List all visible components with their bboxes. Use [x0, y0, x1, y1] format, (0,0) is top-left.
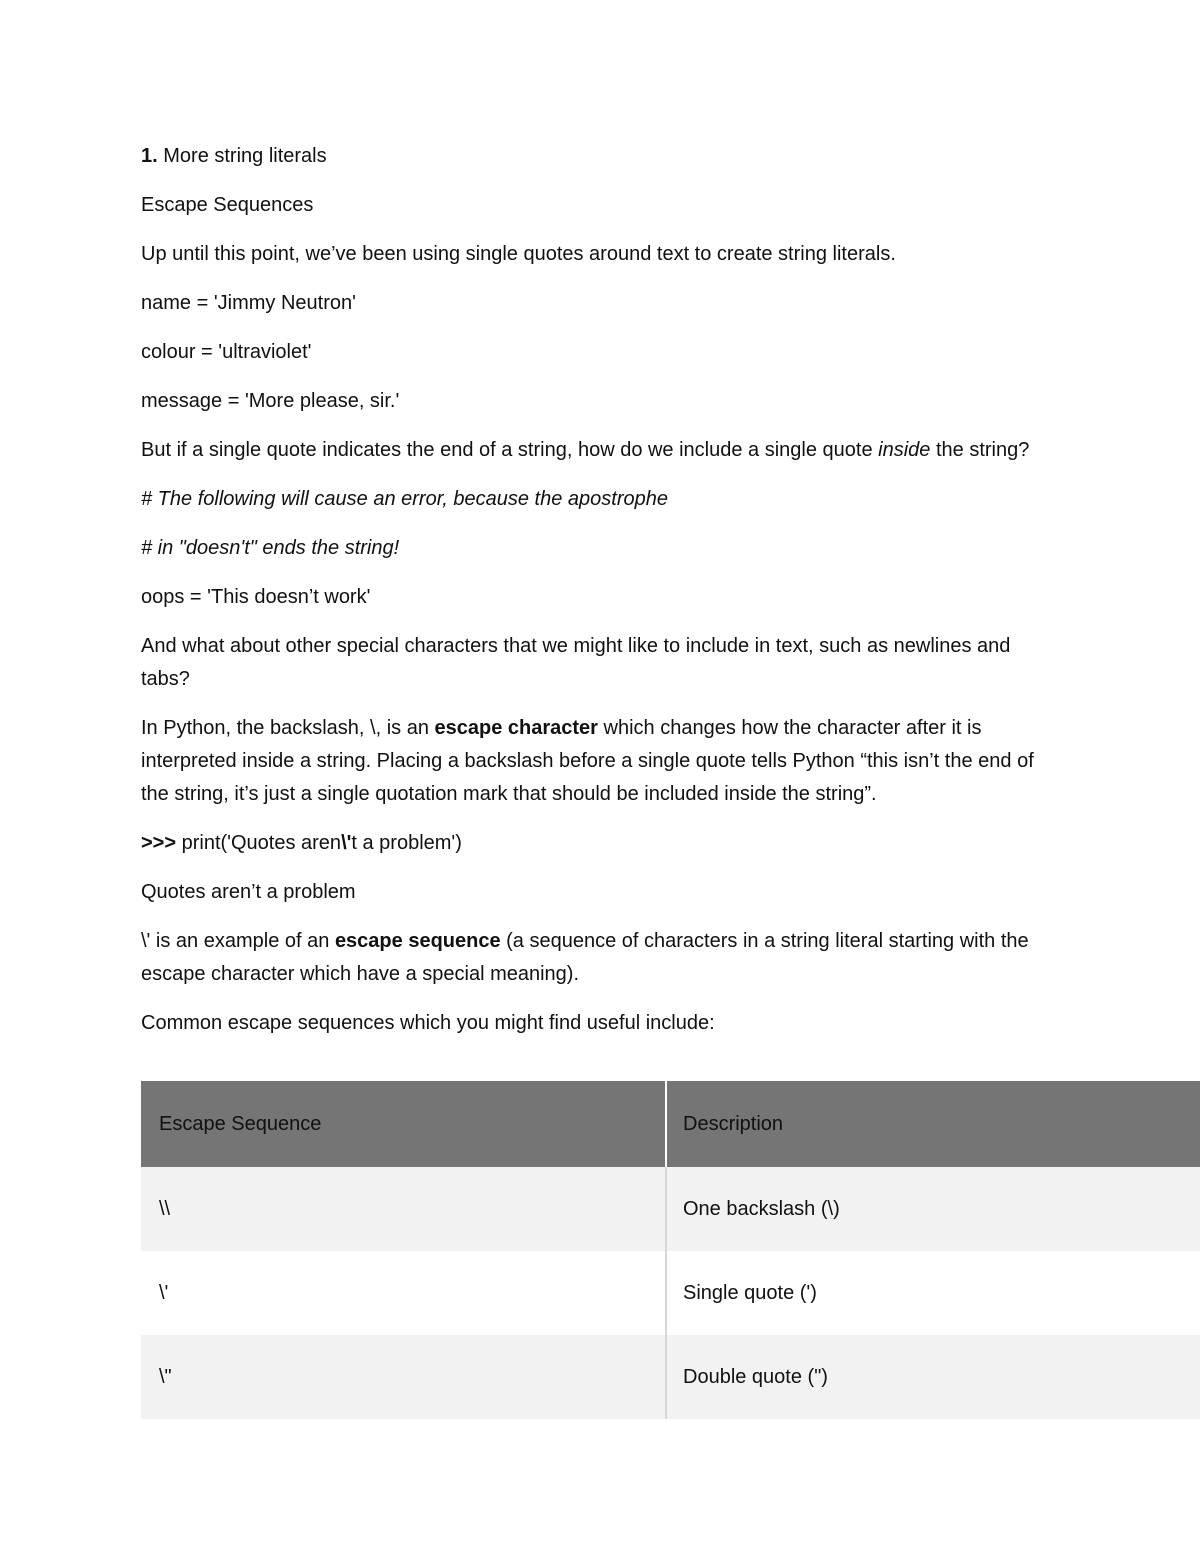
- comment-line-2: # in "doesn't" ends the string!: [141, 537, 400, 559]
- backslash-text-start: In Python, the backslash, \, is an: [141, 717, 435, 739]
- escape-sequences-table: [141, 1081, 1200, 1401]
- print-output-line: Quotes aren’t a problem: [141, 881, 356, 903]
- header-description: Description: [665, 1081, 1200, 1167]
- backslash-paragraph: [141, 712, 1051, 811]
- example-text-end: (a sequence of characters in a string literal starting with the escape character which have a special meaning).: [141, 930, 1035, 985]
- python-prompt: >>>: [141, 832, 177, 854]
- question-text-end: the string?: [930, 439, 1030, 461]
- heading-number: 1.: [141, 145, 158, 167]
- table-cell-description: Single quote ('): [665, 1251, 1200, 1335]
- table-cell-sequence: \\: [159, 1197, 171, 1220]
- escape-sequence-paragraph: [141, 925, 1051, 991]
- table-header-row: [141, 1081, 1200, 1167]
- document-body: [141, 140, 1200, 1056]
- code-name-line: name = 'Jimmy Neutron': [141, 292, 356, 314]
- escape-sequence-term: escape sequence: [334, 930, 501, 952]
- section-heading: [141, 140, 1200, 173]
- table-row: [141, 1251, 1200, 1335]
- table-cell-sequence: \": [159, 1365, 172, 1388]
- print-text-end: t a problem'): [351, 832, 462, 854]
- escape-character-term: escape character: [434, 717, 598, 739]
- print-text-start: print('Quotes aren: [176, 832, 342, 854]
- question-emphasis: inside: [878, 439, 931, 461]
- common-sequences-intro: Common escape sequences which you might find useful include:: [141, 1012, 715, 1034]
- escaped-quote: \': [341, 832, 352, 854]
- code-message-line: message = 'More please, sir.': [141, 390, 400, 412]
- table-cell-description: One backslash (\): [665, 1167, 1200, 1251]
- example-text-start: \' is an example of an: [141, 930, 335, 952]
- header-escape-sequence: Escape Sequence: [159, 1112, 322, 1135]
- print-example-line: [141, 827, 1200, 860]
- intro-paragraph: Up until this point, we’ve been using single quotes around text to create string literals.: [141, 243, 896, 265]
- subheading: Escape Sequences: [141, 194, 314, 216]
- code-colour-line: colour = 'ultraviolet': [141, 341, 312, 363]
- comment-line-1: # The following will cause an error, because the apostrophe: [141, 488, 668, 510]
- question-text-start: But if a single quote indicates the end of a string, how do we include a single quote: [141, 439, 879, 461]
- heading-text: More string literals: [157, 145, 327, 167]
- table-row: [141, 1167, 1200, 1251]
- special-characters-paragraph: And what about other special characters that we might like to include in text, such as newlines and tabs?: [141, 635, 1016, 690]
- question-paragraph: [141, 434, 1051, 467]
- table-row: [141, 1335, 1200, 1419]
- table-cell-description: Double quote ("): [665, 1335, 1200, 1419]
- code-oops-line: oops = 'This doesn’t work': [141, 586, 371, 608]
- backslash-text-end: which changes how the character after it is interpreted inside a string. Placing a backslash before a single quote tells Python “this isn’t the end of the string, it’s just a single quotation mark that should be included inside the string”.: [141, 717, 1040, 805]
- table-cell-sequence: \': [159, 1281, 169, 1304]
